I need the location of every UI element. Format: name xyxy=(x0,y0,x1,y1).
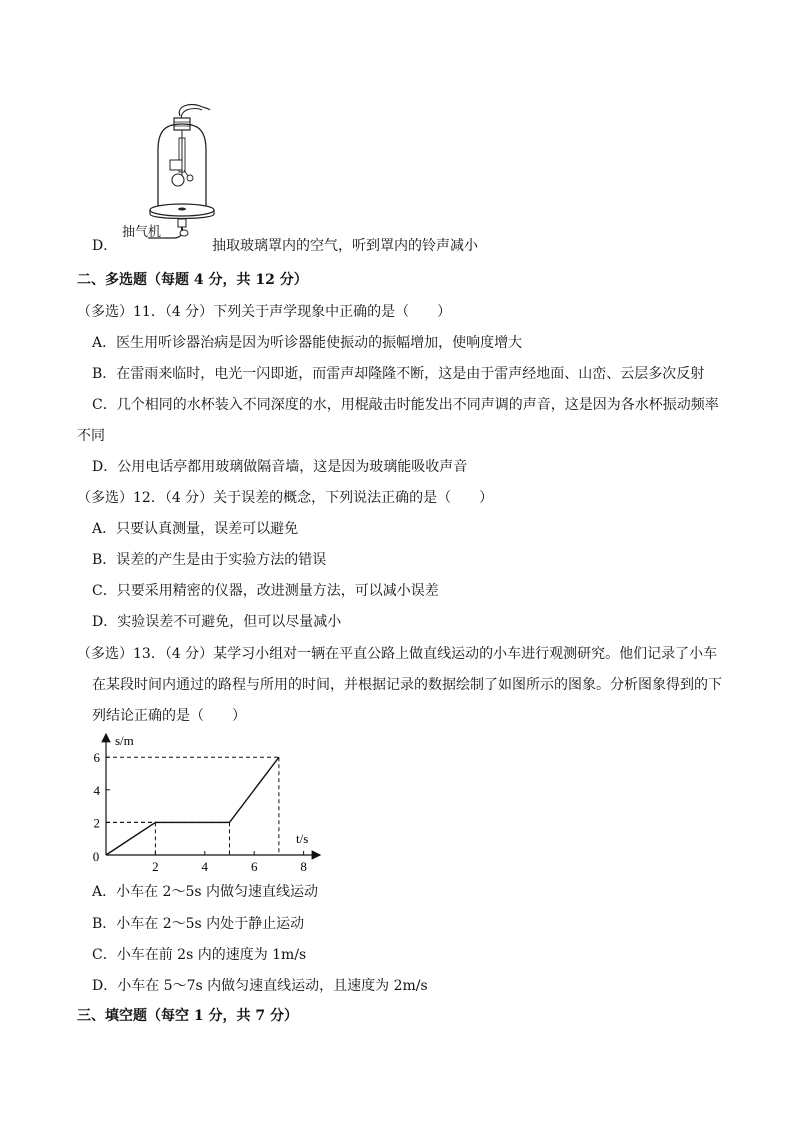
q10-option-d-text: 抽取玻璃罩内的空气，听到罩内的铃声减小 xyxy=(212,238,478,254)
q11-option-c: C．几个相同的水杯装入不同深度的水，用棍敲击时能发出不同声调的声音，这是因为各水杯振动频率 xyxy=(92,397,719,413)
q12-option-d: D．实验误差不可避免，但可以尽量减小 xyxy=(92,614,342,630)
y-tick-label: 4 xyxy=(93,782,100,798)
q10-option-d-label: D． xyxy=(92,238,118,254)
x-tick-label: 8 xyxy=(300,859,307,872)
section-3-title: 三、填空题（每空 1 分，共 7 分） xyxy=(77,1008,298,1024)
q12-option-c: C．只要采用精密的仪器，改进测量方法，可以减小误差 xyxy=(92,583,439,599)
q13-stem-line-3: 列结论正确的是（ ） xyxy=(92,708,246,724)
q11-option-c-continued: 不同 xyxy=(77,428,105,444)
q12-option-a: A．只要认真测量，误差可以避免 xyxy=(92,521,299,537)
q13-stem-line-2: 在某段时间内通过的路程与所用的时间，并根据记录的数据绘制了如图所示的图象。分析图象得到的下 xyxy=(92,677,722,693)
y-tick-label: 6 xyxy=(93,750,100,766)
y-axis-label: s/m xyxy=(115,733,134,748)
q13-option-a: A．小车在 2～5s 内做匀速直线运动 xyxy=(92,884,319,900)
x-tick-label: 4 xyxy=(201,859,209,872)
q11-option-b: B．在雷雨来临时，电光一闪即逝，而雷声却隆隆不断，这是由于雷声经地面、山峦、云层多次反射 xyxy=(92,366,705,382)
q11-option-a: A．医生用听诊器治病是因为听诊器能使振动的振幅增加，使响度增大 xyxy=(92,335,523,351)
q13-option-c: C．小车在前 2s 内的速度为 1m/s xyxy=(92,947,307,963)
s-t-chart-svg xyxy=(88,730,328,872)
q12-stem: （多选）12．（4 分）关于误差的概念，下列说法正确的是（ ） xyxy=(77,490,494,506)
y-tick-label: 2 xyxy=(93,815,100,831)
q12-option-b: B．误差的产生是由于实验方法的错误 xyxy=(92,552,327,568)
q13-option-b: B．小车在 2～5s 内处于静止运动 xyxy=(92,916,305,932)
x-tick-label: 6 xyxy=(250,859,258,872)
q13-option-d: D．小车在 5～7s 内做匀速直线运动，且速度为 2m/s xyxy=(92,978,428,994)
x-tick-label: 2 xyxy=(152,859,159,872)
q11-stem: （多选）11．（4 分）下列关于声学现象中正确的是（ ） xyxy=(77,304,452,320)
s-t-chart xyxy=(88,730,328,872)
origin-label: 0 xyxy=(92,849,100,864)
series-line xyxy=(106,757,279,855)
vacuum-pump-label: 抽气机 xyxy=(122,225,162,240)
q11-option-d: D．公用电话亭都用玻璃做隔音墙，这是因为玻璃能吸收声音 xyxy=(92,459,468,475)
q13-stem-line-1: （多选）13．（4 分）某学习小组对一辆在平直公路上做直线运动的小车进行观测研究。他们记录了小车 xyxy=(77,646,718,662)
section-2-title: 二、多选题（每题 4 分，共 12 分） xyxy=(77,272,308,288)
x-axis-label: t/s xyxy=(296,831,309,846)
